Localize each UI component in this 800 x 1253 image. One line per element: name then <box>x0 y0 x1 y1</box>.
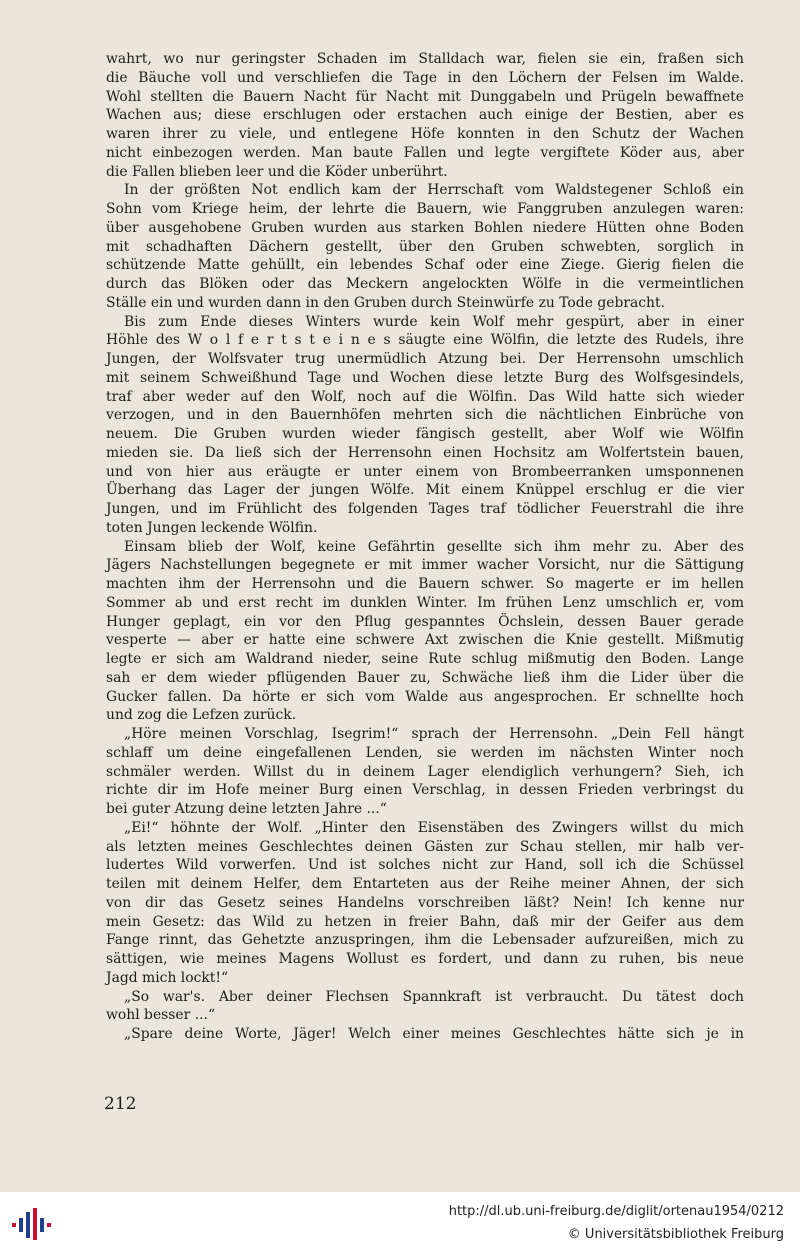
text-line: ludertes Wild vorwerfen. Und ist solches nicht zur Hand, soll ich die Schüssel <box>106 857 744 874</box>
text-line: und zog die Lefzen zurück. <box>106 707 297 724</box>
body-text <box>106 50 744 1044</box>
text-line: mein Gesetz: das Wild zu hetzen in freier Bahn, daß mir der Geifer aus dem <box>106 913 744 930</box>
text-line: von dir das Gesetz seines Handelns vorschreiben läßt? Nein! Ich kenne nur <box>106 894 744 911</box>
text-line: Einsam blieb der Wolf, keine Gefährtin gesellte sich ihm mehr zu. Aber des <box>124 538 744 555</box>
ub-freiburg-logo-icon[interactable] <box>10 1206 52 1242</box>
text-line: mit seinem Schweißhund Tage und Wochen diese letzte Burg des Wolfsgesindels, <box>106 369 744 386</box>
text-line: Überhang das Lager der jungen Wölfe. Mit einem Knüppel erschlug er die vier <box>106 482 744 499</box>
text-line: sättigen, wie meines Magens Wollust es fordert, und dann zu ruhen, bis neue <box>106 951 744 967</box>
text-line: traf aber weder auf den Wolf, noch auf die Wölfin. Das Wild hatte sich wieder <box>106 388 744 405</box>
text-line: sah er dem wieder pflügenden Bauer zu, Schwäche ließ ihm die Lider über die <box>106 669 744 686</box>
text-line: Jungen, der Wolfsvater trug unermüdlich Atzung bei. Der Herrensohn umschlich <box>106 351 744 367</box>
text-line: Wohl stellten die Bauern Nacht für Nacht mit Dunggabeln und Prügeln bewaffnete <box>106 88 744 105</box>
text-line: durch das Blöken oder das Meckern angelockten Wölfe in die vermeintlichen <box>106 276 744 292</box>
text-line: schlaff um deine eingefallenen Lenden, sie werden im nächsten Winter noch <box>106 744 744 761</box>
text-line: Höhle des W o l f e r t s t e i n e s säugte eine Wölfin, die letzte des Rudels, ihre <box>106 332 744 349</box>
text-line: Jungen, und im Frühlicht des folgenden Tages traf tödlicher Feuerstrahl die ihre <box>106 501 744 517</box>
text-line: Bis zum Ende dieses Winters wurde kein Wolf mehr gespürt, aber in einer <box>124 313 744 330</box>
text-line: „Höre meinen Vorschlag, Isegrim!“ sprach der Herrensohn. „Dein Fell hängt <box>124 726 744 742</box>
text-line: vesperte — aber er hatte eine schwere Axt zwischen die Knie gestellt. Mißmutig <box>106 632 744 649</box>
text-line: Wachen aus; diese erschlugen oder erstachen auch einige der Bestien, aber es <box>106 107 744 124</box>
text-line: „So war's. Aber deiner Flechsen Spannkraft ist verbraucht. Du tätest doch <box>124 988 744 1005</box>
text-line: machten ihm der Herrensohn und die Bauern schwer. So magerte er im hellen <box>106 576 744 592</box>
text-line: die Fallen blieben leer und die Köder unberührt. <box>106 163 448 180</box>
text-line: über ausgehobene Gruben wurden aus starken Bohlen niedere Hütten ohne Boden <box>106 219 744 236</box>
text-line: schmäler werden. Willst du in deinem Lager elendiglich verhungern? Sieh, ich <box>106 763 744 780</box>
text-line: Fange rinnt, das Gehetzte anzuspringen, ihm die Lebensader aufzureißen, mich zu <box>106 932 744 949</box>
text-line: Sohn vom Kriege heim, der lehrte die Bauern, wie Fanggruben anzulegen waren: <box>106 201 744 217</box>
text-line: richte dir im Hofe meiner Burg einen Verschlag, in dessen Frieden verbringst du <box>106 782 744 799</box>
text-line: verzogen, und in den Bauernhöfen mehrten sich die nächtlichen Einbrüche von <box>106 407 744 424</box>
text-line: und von hier aus eräugte er unter einem von Brombeerranken umsponnenen <box>106 463 744 480</box>
text-line: legte er sich am Waldrand nieder, seine Rute schlug mißmutig den Boden. Lange <box>106 651 744 667</box>
permalink-url[interactable]: http://dl.ub.uni-freiburg.de/diglit/ortenau1954/0212 <box>448 1204 784 1219</box>
viewer-footer <box>0 1192 800 1253</box>
text-line: Gucker fallen. Da hörte er sich vom Walde aus angesprochen. Er schnellte hoch <box>106 688 744 705</box>
text-line: Jagd mich lockt!“ <box>106 969 229 986</box>
text-line: wahrt, wo nur geringster Schaden im Stalldach war, fielen sie ein, fraßen sich <box>106 51 744 67</box>
text-line: mit schadhaften Dächern gestellt, über den Gruben schwebten, sorglich in <box>106 238 744 255</box>
text-line: die Bäuche voll und verschliefen die Tage in den Löchern der Felsen im Walde. <box>106 69 744 86</box>
text-line: Sommer ab und erst recht im dunklen Winter. Im frühen Lenz umschlich er, vom <box>106 594 744 611</box>
text-line: teilen mit deinem Helfer, dem Entarteten aus der Reihe meiner Ahnen, der sich <box>106 876 744 892</box>
text-line: neuem. Die Gruben wurden wieder fängisch gestellt, aber Wolf wie Wölfin <box>106 426 744 442</box>
text-line: toten Jungen leckende Wölfin. <box>106 519 318 536</box>
text-line: Hunger geplagt, ein vor den Pflug gespanntes Öchslein, dessen Bauer gerade <box>106 613 744 630</box>
text-line: In der größten Not endlich kam der Herrschaft vom Waldstegener Schloß ein <box>124 182 744 199</box>
copyright-notice: © Universitätsbibliothek Freiburg <box>567 1227 784 1242</box>
text-line: nicht einbezogen werden. Man baute Fallen und legte vergiftete Köder aus, aber <box>106 144 744 161</box>
text-line: „Spare deine Worte, Jäger! Welch einer meines Geschlechtes hätte sich je in <box>124 1026 744 1042</box>
text-line: waren ihrer zu viele, und entlegene Höfe konnten in den Schutz der Wachen <box>106 126 744 142</box>
text-line: bei guter Atzung deine letzten Jahre ...“ <box>106 801 387 817</box>
page-number: 212 <box>104 1094 137 1114</box>
text-line: als letzten meines Geschlechtes deinen Gästen zur Schau stellen, mir halb ver- <box>106 838 744 855</box>
text-line: „Ei!“ höhnte der Wolf. „Hinter den Eisenstäben des Zwingers willst du mich <box>124 819 744 836</box>
text-line: Ställe ein und wurden dann in den Gruben durch Steinwürfe zu Tode gebracht. <box>106 294 665 311</box>
text-line: wohl besser ...“ <box>106 1007 216 1024</box>
text-line: schützende Matte gehüllt, ein lebendes Schaf oder eine Ziege. Gierig fielen die <box>106 257 744 274</box>
text-line: mieden sie. Da ließ sich der Herrensohn einen Hochsitz am Wolfertstein bauen, <box>106 444 744 461</box>
text-line: Jägers Nachstellungen begegnete er mit immer wacher Vorsicht, nur die Sättigung <box>106 557 744 574</box>
